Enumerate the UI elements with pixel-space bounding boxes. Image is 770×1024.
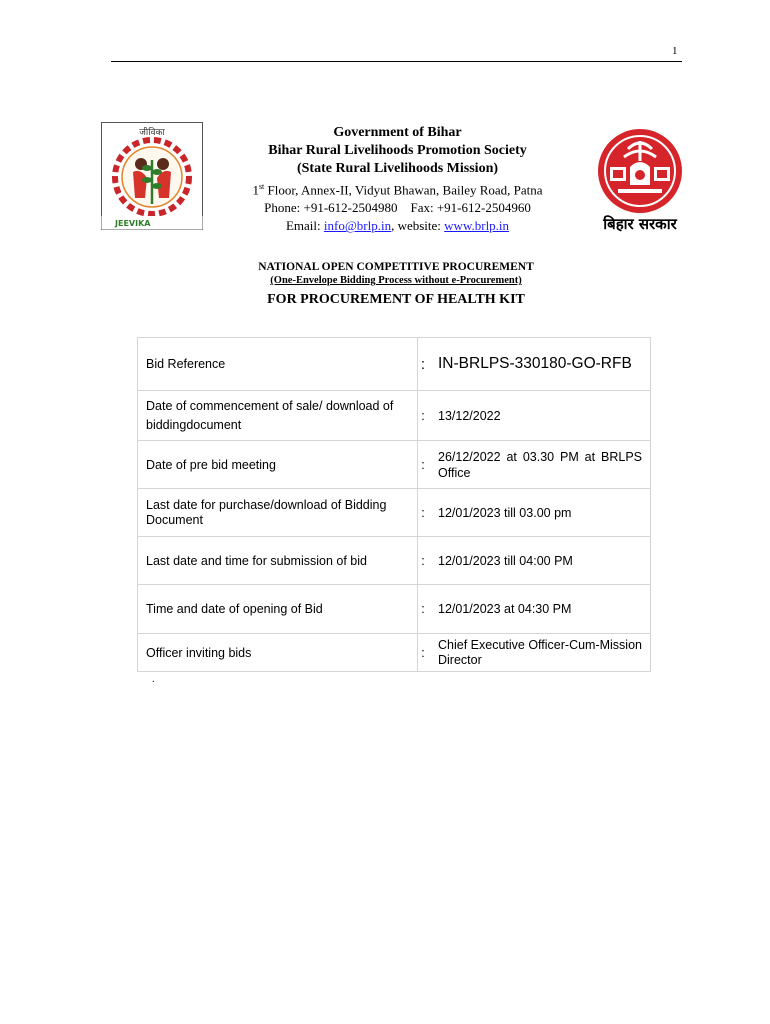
row-colon: :: [418, 441, 429, 489]
jeevika-label: JEEVIKA: [115, 219, 151, 228]
row-value: IN-BRLPS-330180-GO-RFB: [428, 338, 651, 391]
procurement-heading: [180, 260, 612, 310]
row-label: Bid Reference: [138, 338, 418, 391]
row-value: 12/01/2023 till 03.00 pm: [428, 489, 651, 537]
row-label: Date of commencement of sale/ download of biddingdocument: [138, 391, 418, 441]
row-label: Time and date of opening of Bid: [138, 585, 418, 634]
trailing-dot: .: [152, 674, 155, 685]
row-value: 26/12/2022 at 03.30 PM at BRLPS Office: [428, 441, 651, 489]
row-label: Officer inviting bids: [138, 634, 418, 672]
row-colon: :: [418, 585, 429, 634]
table-row: [138, 338, 651, 391]
email-link[interactable]: info@brlp.in: [323, 218, 392, 234]
header-rule: [111, 61, 682, 62]
procurement-subject: FOR PROCUREMENT OF HEALTH KIT: [267, 292, 525, 307]
table-row: [138, 489, 651, 537]
table-row: [138, 537, 651, 585]
row-label: Last date and time for submission of bid: [138, 537, 418, 585]
government-title: Government of Bihar: [333, 125, 462, 140]
row-colon: :: [418, 489, 429, 537]
procurement-type: NATIONAL OPEN COMPETITIVE PROCUREMENT: [258, 261, 534, 273]
table-row: [138, 441, 651, 489]
row-colon: :: [418, 634, 429, 672]
row-value: 13/12/2022: [428, 391, 651, 441]
row-value: Chief Executive Officer-Cum-Mission Director: [428, 634, 651, 672]
table-row: [138, 391, 651, 441]
organization-header: [210, 124, 585, 235]
mission-title: (State Rural Livelihoods Mission): [296, 161, 499, 176]
row-colon: :: [418, 537, 429, 585]
row-label: Date of pre bid meeting: [138, 441, 418, 489]
bid-details-table: [137, 337, 651, 672]
bihar-government-emblem: [588, 127, 692, 237]
jeevika-logo: [101, 122, 203, 230]
row-colon: :: [418, 391, 429, 441]
row-value: 12/01/2023 till 04:00 PM: [428, 537, 651, 585]
table-row: [138, 585, 651, 634]
row-label: Last date for purchase/download of Bidding Document: [138, 489, 418, 537]
row-value: 12/01/2023 at 04:30 PM: [428, 585, 651, 634]
jeevika-hindi-text: जीविका: [139, 128, 165, 138]
email-website-line: Email: info@brlp.in, website: www.brlp.in: [285, 218, 510, 234]
table-row: [138, 634, 651, 672]
procurement-process: (One-Envelope Bidding Process without e-Procurement): [270, 275, 522, 286]
website-link[interactable]: www.brlp.in: [444, 218, 510, 234]
society-title: Bihar Rural Livelihoods Promotion Society: [268, 143, 527, 158]
address-line: 1st Floor, Annex-II, Vidyut Bhawan, Bailey Road, Patna: [252, 182, 543, 198]
phone-fax-line: Phone: +91-612-2504980 Fax: +91-612-2504960: [264, 200, 531, 216]
page-number: 1: [672, 45, 678, 57]
row-colon: :: [418, 338, 429, 391]
emblem-caption: बिहार सरकार: [603, 215, 677, 233]
